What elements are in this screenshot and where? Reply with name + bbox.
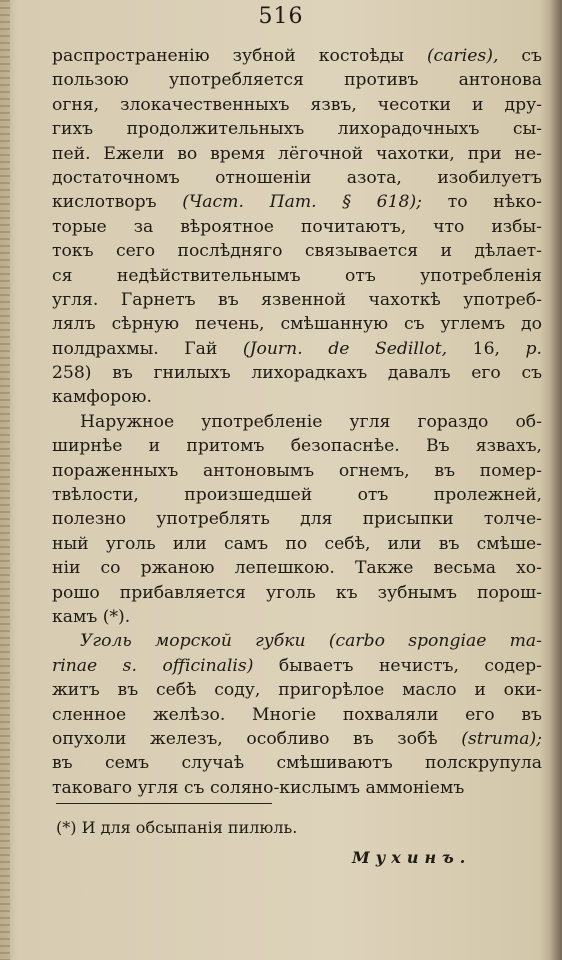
text-line: распространенію зубной костоѣды (caries), съ <box>52 46 542 66</box>
text-line: житъ въ себѣ соду, пригорѣлое масло и оки- <box>52 680 542 701</box>
text-line: достаточномъ отношеніи азота, изобилуетъ <box>52 167 542 188</box>
author-signature: Мухинъ. <box>352 848 472 867</box>
body-text <box>52 44 542 800</box>
text-line: 258) въ гнилыхъ лихорадкахъ давалъ его съ <box>52 363 542 384</box>
text-line: ширнѣе и притомъ безопаснѣе. Въ язвахъ, <box>52 436 542 457</box>
text-line: сленное желѣзо. Многіе похваляли его въ <box>52 704 542 725</box>
text-line: кислотворъ (Част. Пат. § 618); то нѣко- <box>52 192 542 213</box>
text-line: твѣлости, произшедшей отъ пролежней, <box>52 485 542 506</box>
footnote-rule <box>56 803 272 804</box>
page-number: 516 <box>258 4 304 29</box>
text-line: камъ (*). <box>52 606 131 627</box>
footnote: (*) И для обсыпанія пилюль. <box>56 818 298 837</box>
text-line: лялъ сѣрную печень, смѣшанную съ углемъ до <box>52 314 542 335</box>
text-line: пораженныхъ антоновымъ огнемъ, въ помер- <box>52 460 542 481</box>
text-line: полдрахмы. Гай (Journ. de Sedillot, 16, p. <box>52 338 542 359</box>
text-line: пользою употребляется противъ антонова <box>52 70 542 91</box>
text-line: въ семъ случаѣ смѣшиваютъ полскрупула <box>52 753 542 774</box>
binding-gutter <box>0 0 10 960</box>
text-line: токъ сего послѣдняго связывается и дѣлает- <box>52 241 542 262</box>
text-line: Уголь морской губки (carbo spongiae ma- <box>80 631 542 652</box>
text-line: рошо прибавляется уголь къ зубнымъ порош- <box>52 582 542 603</box>
text-line: гихъ продолжительныхъ лихорадочныхъ сы- <box>52 119 542 140</box>
text-line: ніи со ржаною лепешкою. Также весьма хо- <box>52 558 542 579</box>
text-line: пей. Ежели во время лёгочной чахотки, при не- <box>52 143 542 164</box>
text-line: rinae s. officinalis) бываетъ нечистъ, содер- <box>52 655 542 676</box>
text-line: опухоли железъ, особливо въ зобѣ (struma); <box>52 728 542 749</box>
page-edge-shadow <box>550 0 562 960</box>
text-line: полезно употреблять для присыпки толче- <box>52 509 542 530</box>
text-line: угля. Гарнетъ въ язвенной чахоткѣ употреб- <box>52 289 542 310</box>
text-line: огня, злокачественныхъ язвъ, чесотки и дру- <box>52 94 542 115</box>
text-line: таковаго угля съ соляно-кислымъ аммоніемъ <box>52 777 465 798</box>
text-line: торые за вѣроятное почитаютъ, что избы- <box>52 216 542 237</box>
text-line: Наружное употребленіе угля гораздо об- <box>80 411 542 432</box>
text-line: ный уголь или самъ по себѣ, или въ смѣше- <box>52 533 542 554</box>
text-line: ся недѣйствительнымъ отъ употребленія <box>52 265 542 286</box>
text-line: камфорою. <box>52 387 152 408</box>
